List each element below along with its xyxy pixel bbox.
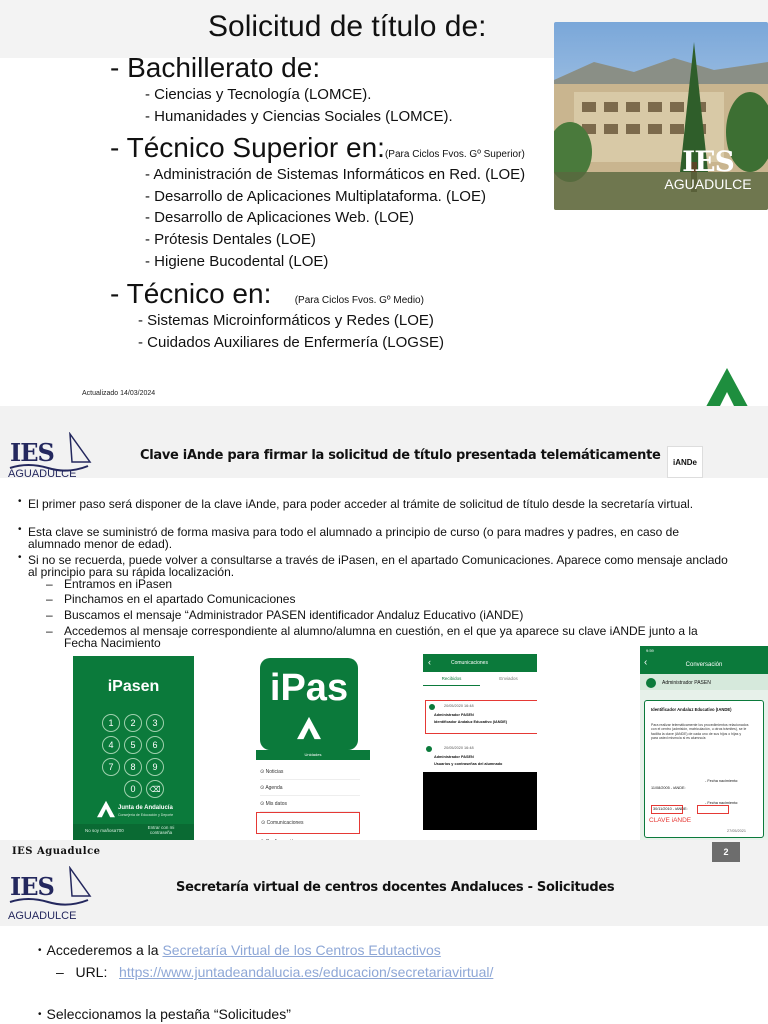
- ipasen-app-icon-text: iPas: [269, 667, 349, 709]
- message-date: 20/05/2020 16:48: [444, 704, 474, 708]
- photo-ies-logo: [658, 145, 758, 192]
- keypad-key: 0: [124, 780, 142, 798]
- keypad-key: 9: [146, 758, 164, 776]
- footer-school-name: IES Aguadulce: [12, 846, 101, 857]
- avatar: [646, 678, 656, 688]
- message-date: 27/05/2021: [727, 829, 747, 833]
- message-from: Administrador PASEN: [434, 755, 474, 759]
- screenshot-conversacion: [640, 646, 768, 842]
- ies-aguadulce-logo: [8, 866, 92, 924]
- keypad-key: 8: [124, 758, 142, 776]
- login-footer-left: No soy mañosa700: [85, 828, 124, 833]
- list-item: - Sistemas Microinformáticos y Redes (LOE): [138, 312, 434, 329]
- ipasen-app-title: iPasen: [107, 678, 160, 695]
- message-iande-highlighted: [425, 700, 537, 734]
- page-number-badge: 2: [712, 842, 740, 862]
- message-from: Administrador PASEN: [434, 713, 474, 717]
- screenshot-comunicaciones: [423, 654, 537, 830]
- iande-logo-icon: iANDe: [667, 446, 703, 478]
- keypad-key: 5: [124, 736, 142, 754]
- menu-item: ⊙ Agenda: [260, 780, 360, 796]
- pin-keypad: [102, 714, 168, 798]
- conversacion-appbar: [640, 646, 768, 674]
- message-icon: [429, 704, 435, 710]
- message-line: 30/11/2010 - iANDE:: [653, 807, 688, 811]
- slide-heading: Secretaría virtual de centros docentes Andaluces - Solicitudes: [176, 880, 615, 895]
- ies-logo-caption: AGUADULCE: [8, 910, 77, 922]
- step-item: – Pinchamos en el apartado Comunicaciones: [46, 592, 296, 606]
- keypad-key: 2: [124, 714, 142, 732]
- ies-logo-text: IES: [10, 872, 54, 901]
- section-heading-bachillerato: - Bachillerato de:: [110, 52, 321, 83]
- url-item: – URL: https://www.juntadeandalucia.es/educacion/secretariavirtual/: [56, 964, 494, 980]
- back-arrow-icon: ‹: [428, 657, 431, 667]
- status-time: 9:59: [646, 648, 654, 653]
- header-band: [0, 864, 768, 926]
- menu-list: [260, 764, 360, 842]
- photo-logo-caption: AGUADULCE: [664, 176, 752, 192]
- slide-iande: [0, 406, 768, 864]
- menu-item: ⊙ Mis datos: [260, 796, 360, 812]
- ies-logo-caption: AGUADULCE: [8, 468, 77, 480]
- keypad-key: 1: [102, 714, 120, 732]
- sender-name: Administrador PASEN: [662, 680, 711, 686]
- junta-label: Junta de Andalucía: [118, 805, 173, 811]
- ies-logo-text: IES: [10, 438, 54, 467]
- message-date: 20/05/2020 16:48: [444, 746, 474, 750]
- slide-heading: Clave iAnde para firmar la solicitud de título presentada telemáticamente: [140, 448, 661, 463]
- header-band: [0, 406, 768, 478]
- keypad-key: 6: [146, 736, 164, 754]
- bullet-item: • Accederemos a la Secretaría Virtual de los Centros Edutactivos: [38, 942, 441, 958]
- list-item: - Cuidados Auxiliares de Enfermería (LOGSE): [138, 334, 444, 351]
- redacted-area: [423, 772, 537, 830]
- list-item: - Administración de Sistemas Informáticos en Red. (LOE): [145, 166, 526, 183]
- keypad-key: 7: [102, 758, 120, 776]
- bullet-item: • Si no se recuerda, puede volver a consultarse a través de iPasen, en el apartado Comunicaciones. Aparece como mensaje anclado al principio para su rápida localización.: [18, 552, 728, 579]
- message-card: [644, 700, 764, 838]
- message-subject: Identificador Andaluz Educativo (IANDE): [434, 720, 508, 724]
- tab-enviados: Enviados: [499, 676, 518, 681]
- bullet-item: • Seleccionamos la pestaña “Solicitudes”: [38, 1006, 291, 1022]
- message-line: - Fecha nacimiento:: [705, 779, 739, 783]
- tab-recibidos: Recibidos: [423, 672, 480, 686]
- menu-header: Unidades: [256, 750, 370, 760]
- updated-date: Actualizado 14/03/2024: [82, 390, 156, 397]
- list-item: - Desarrollo de Aplicaciones Multiplataforma. (LOE): [145, 188, 486, 205]
- message-line: 11/08/2005 - iANDE:: [651, 786, 686, 790]
- list-item: - Higiene Bucodental (LOE): [145, 253, 329, 270]
- bullet-item: • Esta clave se suministró de forma masiva para todo el alumnado a principio de curso (o para madres y padres, en caso de alumnado menor de edad).: [18, 524, 679, 551]
- ies-aguadulce-logo: [8, 432, 92, 480]
- secretaria-virtual-url-link[interactable]: https://www.juntadeandalucia.es/educacion/secretariavirtual/: [119, 964, 494, 980]
- junta-sublabel: Consejería de Educación y Deporte: [118, 813, 174, 817]
- section-heading-tecnico-superior: - Técnico Superior en:(Para Ciclos Fvos. Gº Superior): [110, 132, 525, 163]
- step-item: – Buscamos el mensaje “Administrador PASEN identificador Andaluz Educativo (iANDE): [46, 608, 524, 622]
- back-arrow-icon: ‹: [644, 657, 648, 668]
- comunicaciones-title: Comunicaciones: [451, 660, 488, 666]
- keypad-key: 3: [146, 714, 164, 732]
- backspace-icon: ⌫: [146, 780, 164, 798]
- message-body: Para realizar telemáticamente los procedimientos relacionados con el centro (admisión, matriculación, u otros trámites), se le facilita la clave (iANDE) de cada uno de sus hijos o hijas y para usted mismo/a si es alumno/a:: [651, 723, 749, 741]
- bullet-item: • El primer paso será disponer de la clave iAnde, para poder acceder al trámite de solicitud de título desde la secretaría virtual.: [18, 496, 694, 511]
- message-line: - Fecha nacimiento:: [705, 801, 739, 805]
- section-heading-tecnico: - Técnico en: (Para Ciclos Fvos. Gº Medio): [110, 278, 424, 309]
- list-item: - Desarrollo de Aplicaciones Web. (LOE): [145, 209, 415, 226]
- screenshot-ipasen-login: [73, 656, 194, 840]
- page-title: Solicitud de título de:: [208, 10, 487, 43]
- ies-logo-text: IES: [682, 145, 734, 178]
- slide-titles: [0, 0, 768, 406]
- clave-iande-annotation: CLAVE iANDE: [649, 817, 692, 824]
- junta-andalucia-logo-icon: [296, 716, 322, 745]
- menu-item: ⊙ Noticias: [260, 764, 360, 780]
- list-item: - Ciencias y Tecnología (LOMCE).: [145, 86, 372, 103]
- keypad-key: 4: [102, 736, 120, 754]
- junta-andalucia-logo-icon: [96, 800, 116, 823]
- campus-photo: [554, 22, 768, 210]
- highlight-box: [697, 805, 729, 814]
- login-footer-right: Entrar con mi contraseña: [147, 825, 175, 835]
- slide-footer: [0, 840, 768, 864]
- secretaria-virtual-link[interactable]: Secretaría Virtual de los Centros Edutactivos: [162, 942, 441, 958]
- slide-secretaria-virtual: [0, 864, 768, 1024]
- message-icon: [426, 746, 432, 752]
- screenshot-ipasen-menu: [244, 654, 370, 842]
- message-subject: Usuarios y contraseñas del alumnado: [434, 762, 503, 766]
- list-item: - Prótesis Dentales (LOE): [145, 231, 316, 248]
- menu-item-comunicaciones-highlighted: ⊙ Comunicaciones: [256, 812, 360, 834]
- list-item: - Humanidades y Ciencias Sociales (LOMCE).: [145, 108, 453, 125]
- message-title: Identificador Andaluz Educativo (IANDE): [651, 707, 732, 712]
- step-item: – Entramos en iPasen: [46, 577, 173, 591]
- step-item: – Accedemos al mensaje correspondiente al alumno/alumna en cuestión, en el que ya aparece su clave iANDE junto a la Fecha Nacimiento: [46, 624, 698, 650]
- conversacion-title: Conversación: [685, 662, 723, 668]
